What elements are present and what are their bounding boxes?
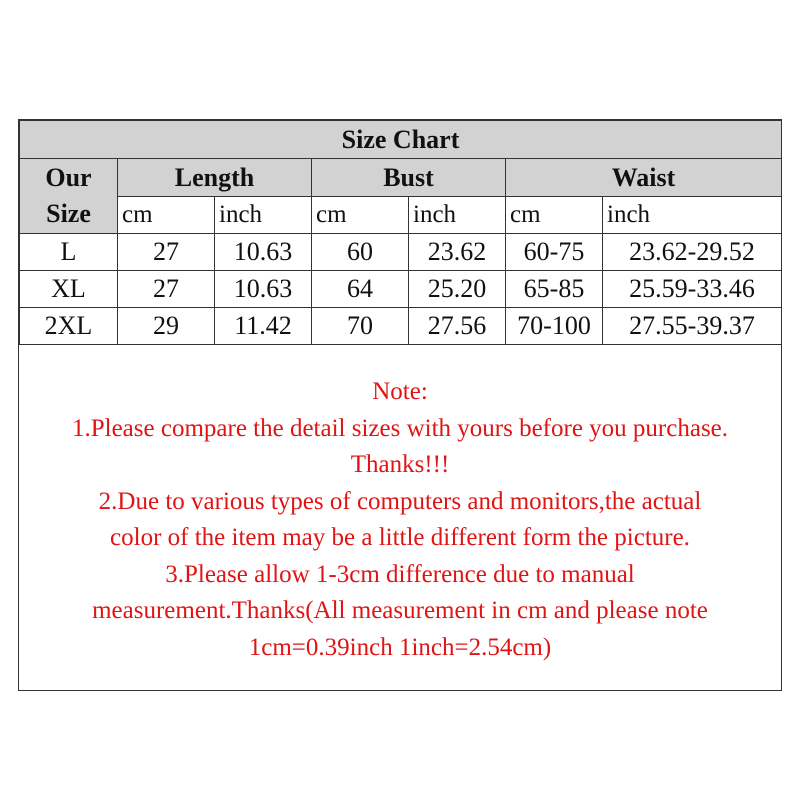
note-line: Thanks!!! [350,451,450,478]
table-cell: 23.62 [409,234,506,271]
unit-waist-cm: cm [506,197,603,234]
table-cell: 27.56 [409,308,506,345]
table-cell: 10.63 [215,234,312,271]
table-cell: 70 [312,308,409,345]
table-cell: 27 [118,271,215,308]
size-chart [18,119,782,691]
size-label: 2XL [20,308,118,345]
table-cell: 25.20 [409,271,506,308]
unit-length-inch: inch [215,197,312,234]
note-line: 3.Please allow 1-3cm difference due to manual [165,560,635,588]
table-row [20,308,782,345]
title-row [20,121,782,159]
table-cell: 10.63 [215,271,312,308]
table-cell: 60-75 [506,234,603,271]
table-title: Size Chart [20,121,782,159]
table-cell: 70-100 [506,308,603,345]
unit-length-cm: cm [118,197,215,234]
table-cell: 60 [312,234,409,271]
note-block [19,345,781,666]
unit-bust-inch: inch [409,197,506,234]
group-bust: Bust [312,159,506,197]
table-cell: 27 [118,234,215,271]
note-line: measurement.Thanks(All measurement in cm and please note [92,597,708,624]
group-waist: Waist [506,159,782,197]
note-line: 1cm=0.39inch 1inch=2.54cm) [248,633,552,661]
table-cell: 29 [118,308,215,345]
note-line: 2.Due to various types of computers and monitors,the actual [98,487,702,515]
table-cell: 25.59-33.46 [603,271,782,308]
size-table [19,120,782,345]
table-row [20,234,782,271]
table-cell: 65-85 [506,271,603,308]
table-cell: 64 [312,271,409,308]
note-line: color of the item may be a little different form the picture. [110,524,690,551]
size-label: XL [20,271,118,308]
table-cell: 11.42 [215,308,312,345]
table-row [20,271,782,308]
group-length: Length [118,159,312,197]
unit-waist-inch: inch [603,197,782,234]
our-size-label: Our Size [45,163,92,228]
note-heading: Note: [372,378,428,405]
unit-bust-cm: cm [312,197,409,234]
our-size-header [20,159,118,234]
note-line: 1.Please compare the detail sizes with yours before you purchase. [71,414,729,442]
size-label: L [20,234,118,271]
table-cell: 23.62-29.52 [603,234,782,271]
group-header-row [20,159,782,197]
unit-header-row [20,197,782,234]
table-cell: 27.55-39.37 [603,308,782,345]
